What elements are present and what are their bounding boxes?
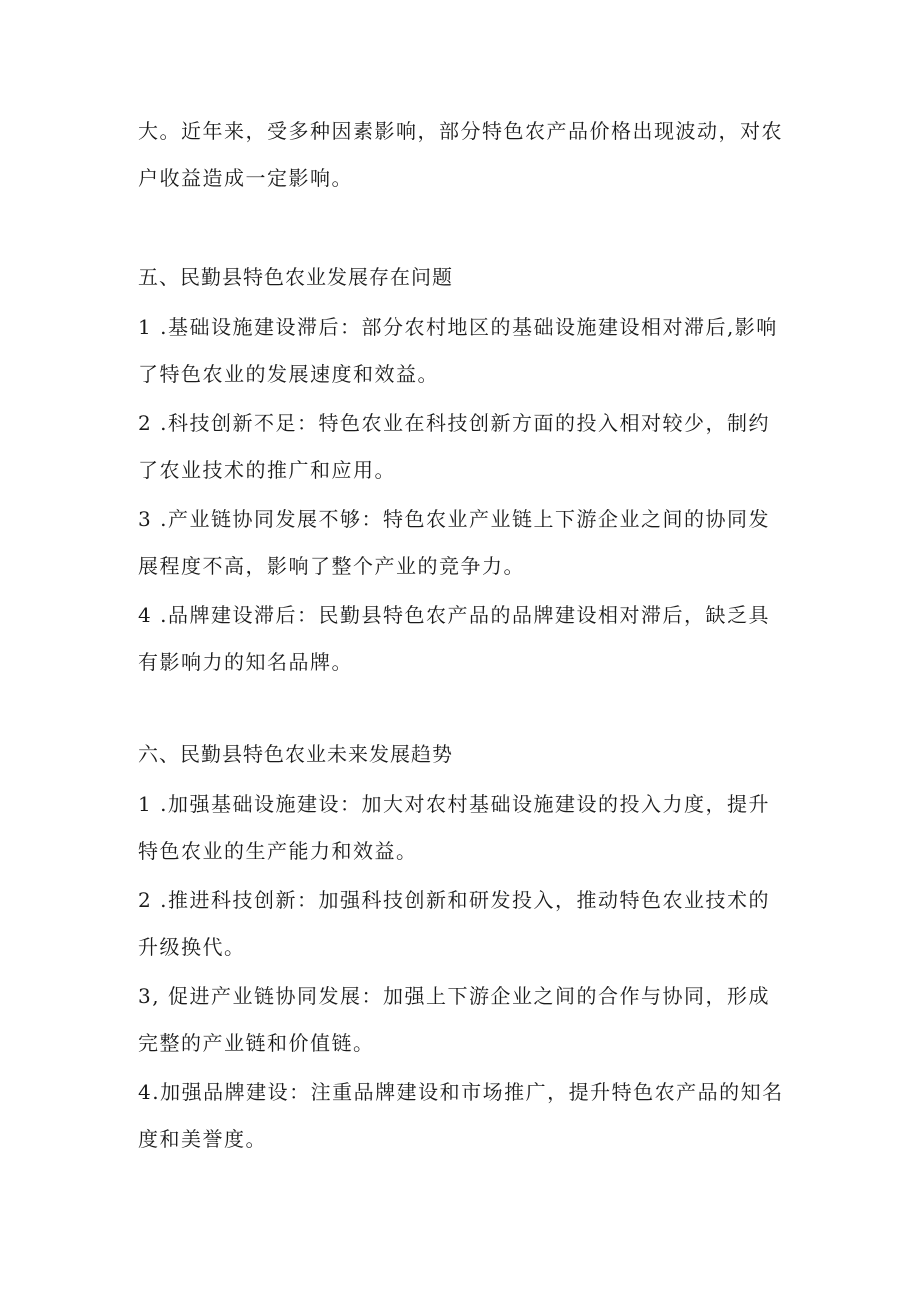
section-6-item-4: 4.加强品牌建设：注重品牌建设和市场推广，提升特色农产品的知名度和美誉度。 bbox=[138, 1080, 784, 1151]
section-5-item-3: 3 .产业链协同发展不够：特色农业产业链上下游企业之间的协同发展程度不高，影响了整个产业的竞争力。 bbox=[138, 507, 770, 578]
section-6-heading: 六、民勤县特色农业未来发展趋势 bbox=[138, 742, 453, 766]
section-6-item-2: 2 .推进科技创新：加强科技创新和研发投入，推动特色农业技术的升级换代。 bbox=[138, 888, 770, 959]
section-5-item-2: 2 .科技创新不足：特色农业在科技创新方面的投入相对较少，制约了农业技术的推广和应用。 bbox=[138, 411, 770, 482]
section-6-item-1: 1 .加强基础设施建设：加大对农村基础设施建设的投入力度，提升特色农业的生产能力和效益。 bbox=[138, 792, 770, 863]
section-5-item-1: 1 .基础设施建设滞后：部分农村地区的基础设施建设相对滞后,影响了特色农业的发展速度和效益。 bbox=[138, 315, 778, 386]
intro-paragraph: 大。近年来，受多种因素影响，部分特色农产品价格出现波动，对农户收益造成一定影响。 bbox=[138, 119, 783, 190]
section-5-heading: 五、民勤县特色农业发展存在问题 bbox=[138, 265, 453, 289]
section-5-item-4: 4 .品牌建设滞后：民勤县特色农产品的品牌建设相对滞后，缺乏具有影响力的知名品牌。 bbox=[138, 603, 770, 674]
section-6-item-3: 3, 促进产业链协同发展：加强上下游企业之间的合作与协同，形成完整的产业链和价值链。 bbox=[138, 984, 770, 1055]
